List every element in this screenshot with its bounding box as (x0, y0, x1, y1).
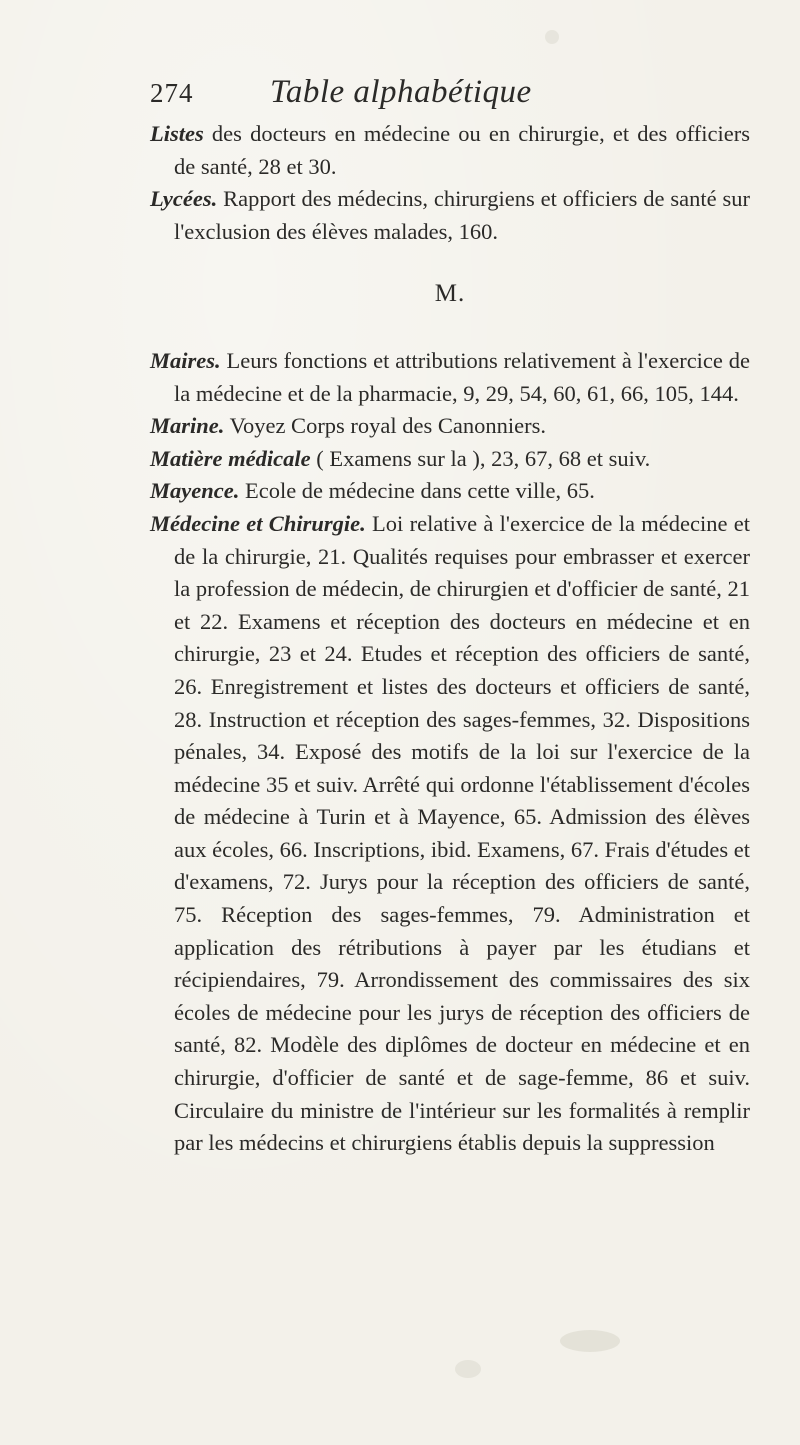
index-entry-mayence (150, 475, 750, 508)
index-text (150, 118, 750, 1160)
entry-headword: Listes (150, 121, 204, 146)
entry-headword: Lycées. (150, 186, 218, 212)
index-entry-listes (150, 118, 750, 183)
entry-text: Ecole de médecine dans cette ville, 65. (244, 478, 595, 504)
entry-headword: Mayence. (150, 478, 240, 504)
entry-headword: Médecine et Chirurgie. (150, 510, 366, 536)
section-letter: M. (434, 280, 466, 308)
entry-text: Voyez Corps royal des Canonniers. (229, 413, 547, 439)
entry-headword: Maires. (150, 347, 221, 373)
entry-text: des docteurs en médecine ou en chirurgie, et des officiers de santé, 28 et 30. (174, 121, 750, 179)
running-head (150, 74, 750, 118)
paper-stain (560, 1330, 620, 1352)
entry-headword: Marine. (150, 413, 225, 439)
entry-text: ( Examens sur la ), 23, 67, 68 et suiv. (316, 445, 651, 471)
entry-text: Rapport des médecins, chirurgiens et officiers de santé sur l'exclusion des élèves malades, 160. (174, 186, 750, 244)
index-entry-maires (150, 345, 750, 410)
paper-stain (455, 1360, 481, 1378)
index-entry-marine (150, 410, 750, 443)
index-entry-medecine-chirurgie (150, 508, 750, 1160)
paper-stain (545, 30, 559, 44)
running-title: Table alphabétique (270, 74, 532, 110)
entry-text: Loi relative à l'exercice de la médecine et de la chirurgie, 21. Qualités requises pour embrasser et exercer la profession de médecin, de chirurgien et d'officier de santé, 21 et 22. Examens et réception des docteurs en médecine et en chirurgie, 23 et 24. Etudes et réception des officiers de santé, 26. Enregistrement et listes des docteurs et officiers de santé, 28. Instruction et réception des sages-femmes, 32. Dispositions pénales, 34. Exposé des motifs de la loi sur l'exercice de la médecine 35 et suiv. Arrêté qui ordonne l'établissement d'écoles de médecine à Turin et à Mayence, 65. Admission des élèves aux écoles, 66. Inscriptions, ibid. Examens, 67. Frais d'études et d'examens, 72. Jurys pour la réception des officiers de santé, 75. Réception des sages-femmes, 79. Administration et application des rétributions à payer par les étudians et récipiendaires, 79. Arrondissement des commissaires des six écoles de médecine pour les jurys de réception des officiers de santé, 82. Modèle des diplômes de docteur en médecine et en chirurgie, d'officier de santé et de sage-femme, 86 et suiv. Circulaire du ministre de l'intérieur sur les formalités à remplir par les médecins et chirurgiens établis depuis la suppression (174, 510, 750, 1156)
index-entry-matiere-medicale (150, 443, 750, 476)
entry-headword: Matière médicale (150, 445, 311, 471)
entry-text: Leurs fonctions et attributions relativement à l'exercice de la médecine et de la pharmacie, 9, 29, 54, 60, 61, 66, 105, 144. (174, 347, 750, 406)
index-entry-lycees (150, 183, 750, 248)
page-number: 274 (150, 78, 194, 108)
